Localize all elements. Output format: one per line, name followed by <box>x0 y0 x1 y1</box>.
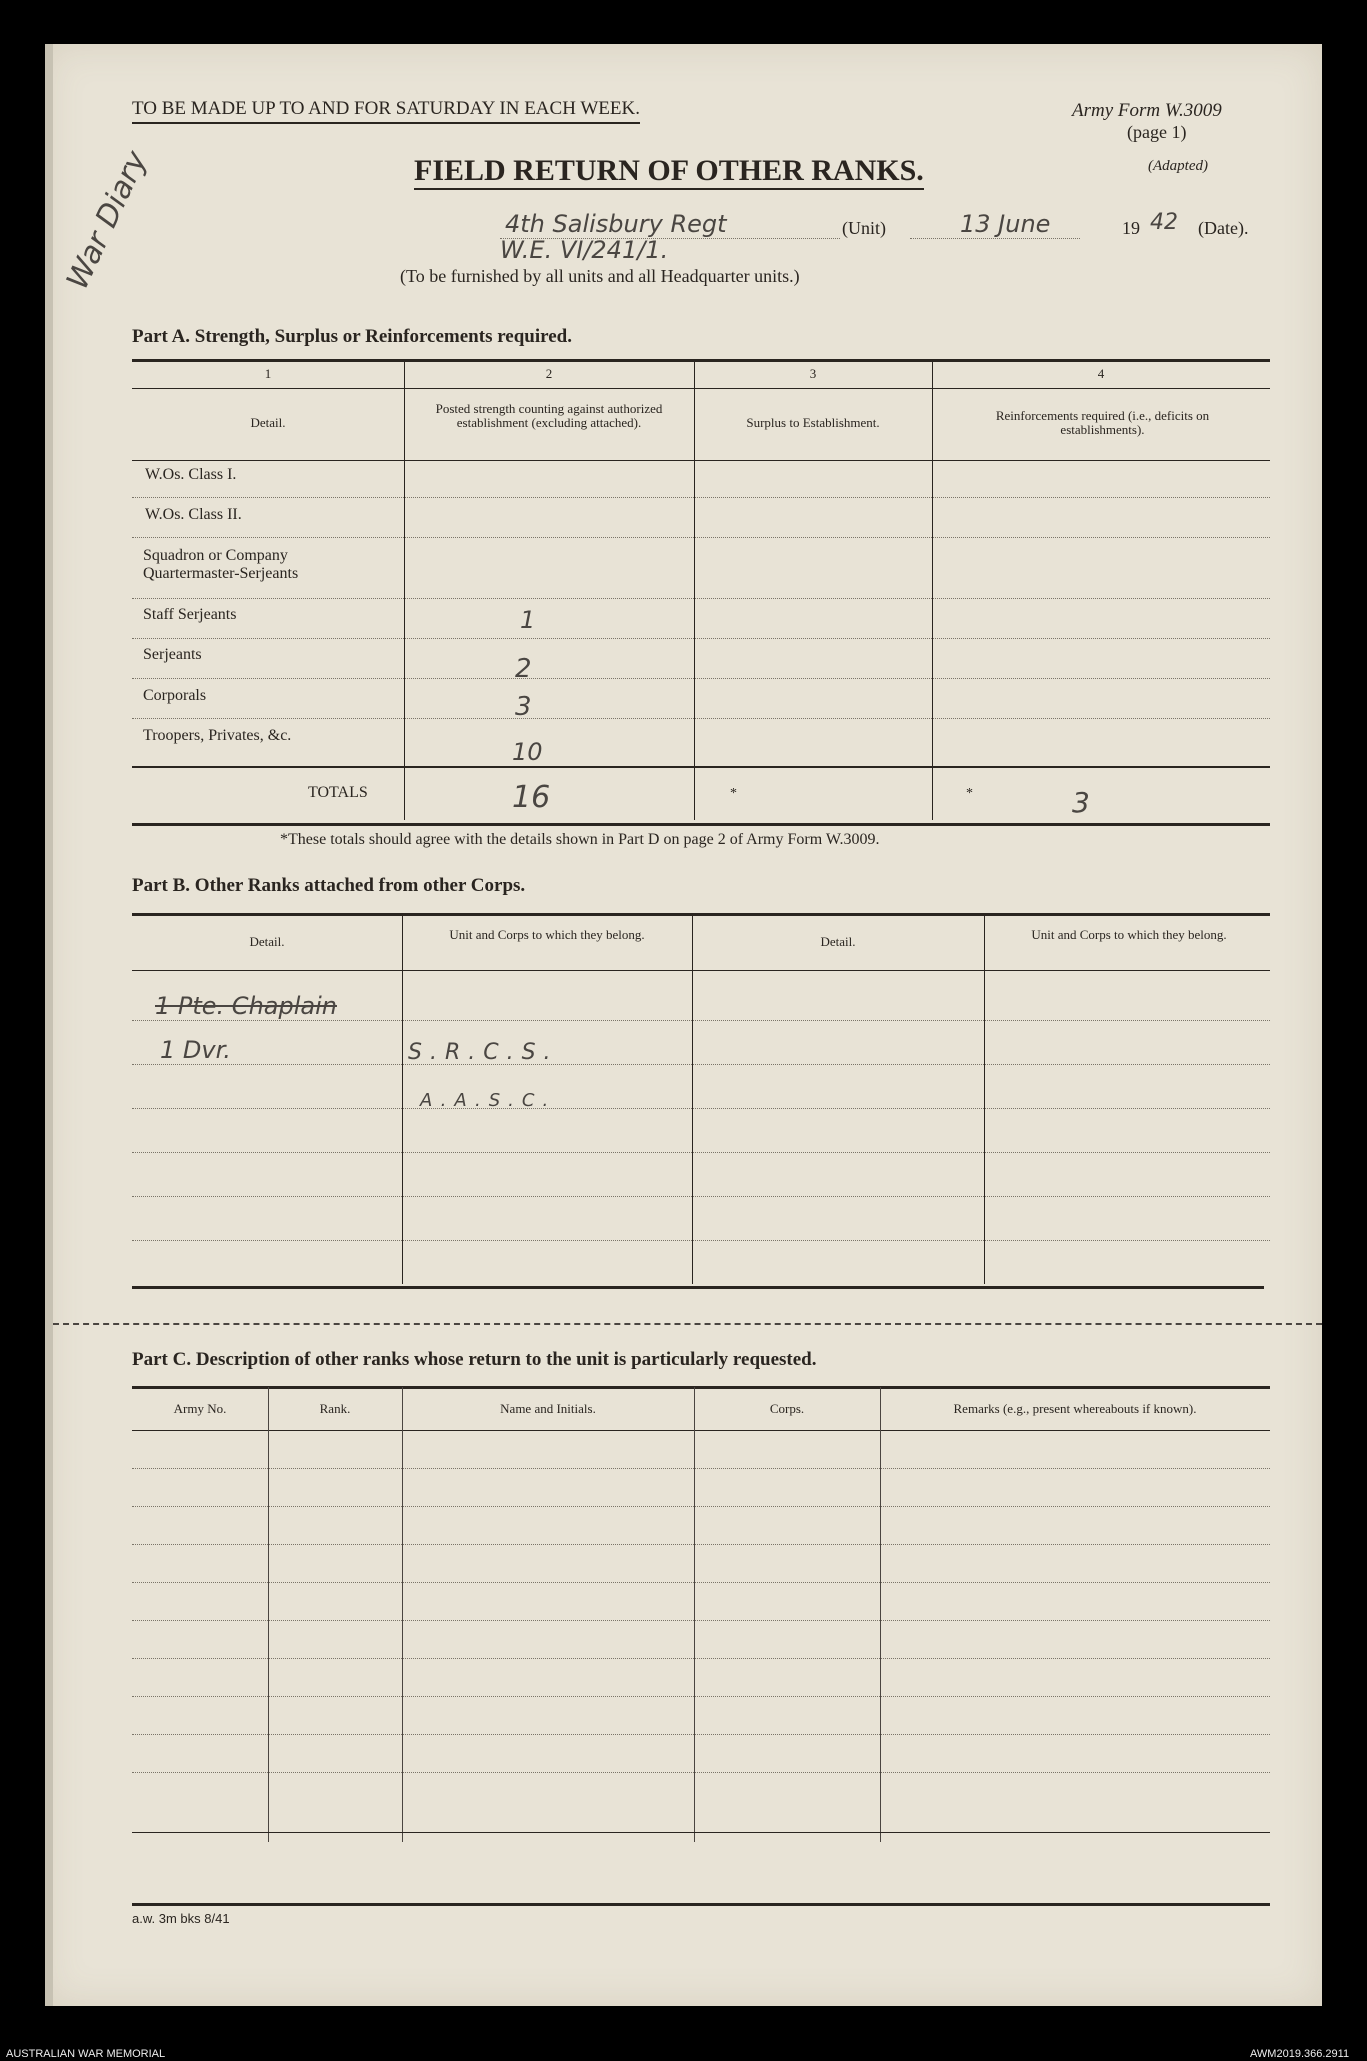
part-b-hand-row2: 1 Dvr. <box>160 1036 231 1064</box>
part-a-totals-star-surplus: * <box>730 786 737 801</box>
part-b-title: Part B. Other Ranks attached from other Corps. <box>132 875 526 896</box>
part-c-header-army-no: Army No. <box>173 1401 227 1416</box>
part-c-header-rank: Rank. <box>319 1401 351 1416</box>
part-c-top-rule <box>132 1386 1270 1389</box>
part-b-col-divider-1 <box>402 914 403 1284</box>
part-b-top-rule <box>132 913 1270 916</box>
part-a-bottom-rule <box>132 823 1270 826</box>
part-c-col-divider-1 <box>268 1387 269 1842</box>
part-b-bottom-rule <box>132 1286 1264 1289</box>
part-a-posted-corporals: 3 <box>515 692 532 722</box>
part-c-bottom-rule <box>132 1903 1270 1906</box>
part-a-col-number-1: 1 <box>264 366 272 381</box>
part-a-number-rule <box>132 388 1270 389</box>
part-b-header-unit-right: Unit and Corps to which they belong. <box>1031 927 1227 942</box>
part-a-title: Part A. Strength, Surplus or Reinforcements required. <box>132 326 572 347</box>
form-adapted: (Adapted) <box>1148 158 1208 174</box>
part-a-header-detail: Detail. <box>250 415 286 430</box>
part-b-col-divider-2 <box>692 914 693 1284</box>
handwritten-unit: 4th Salisbury Regt <box>505 210 727 238</box>
part-a-posted-staff-serjeants: 1 <box>520 606 536 634</box>
part-c-rule <box>132 1544 1270 1545</box>
part-c-rule <box>132 1696 1270 1697</box>
part-a-totals-posted: 16 <box>512 780 551 815</box>
paper-edge <box>45 44 53 2006</box>
row-rule <box>132 598 1270 599</box>
part-c-rule <box>132 1620 1270 1621</box>
part-a-row-serjeants: Serjeants <box>143 646 202 663</box>
part-a-col-number-3: 3 <box>809 366 817 381</box>
part-b-col-divider-3 <box>984 914 985 1284</box>
part-a-header-reinforcements: Reinforcements required (i.e., deficits on establishments). <box>995 408 1210 437</box>
part-a-row-corporals: Corporals <box>143 687 207 704</box>
part-c-col-divider-2 <box>402 1387 403 1842</box>
row-rule <box>132 537 1270 538</box>
part-c-header-rule <box>132 1430 1270 1431</box>
part-b-header-rule <box>132 970 1270 971</box>
part-c-col-divider-4 <box>880 1387 881 1842</box>
part-b-header-detail-right: Detail. <box>820 934 856 949</box>
part-a-posted-serjeants: 2 <box>515 654 532 684</box>
part-c-rule <box>132 1658 1270 1659</box>
part-c-col-divider-3 <box>694 1387 695 1842</box>
furnished-instruction: (To be furnished by all units and all Headquarter units.) <box>400 266 800 286</box>
part-a-row-wo1: W.Os. Class I. <box>145 466 237 483</box>
date-label: (Date). <box>1198 218 1249 238</box>
part-b-rule <box>132 1020 1270 1021</box>
part-b-rule <box>132 1152 1270 1153</box>
part-a-col-number-4: 4 <box>1097 366 1105 381</box>
part-b-rule <box>132 1240 1270 1241</box>
part-a-col-number-2: 2 <box>545 366 553 381</box>
footer-accession: AWM2019.366.2911 <box>1250 2048 1350 2060</box>
row-rule <box>132 638 1270 639</box>
part-c-rule <box>132 1734 1270 1735</box>
part-b-hand-row1-struck: 1 Pte. Chaplain <box>155 992 337 1020</box>
part-c-rule <box>132 1582 1270 1583</box>
part-b-header-unit-left: Unit and Corps to which they belong. <box>449 927 645 942</box>
part-b-hand-unit1: S.R.C.S. <box>408 1040 559 1065</box>
part-c-header-remarks: Remarks (e.g., present whereabouts if known). <box>953 1401 1197 1416</box>
handwritten-reference: W.E. VI/241/1. <box>500 236 669 264</box>
part-a-top-rule <box>132 359 1270 362</box>
part-a-row-cqms: Squadron or Company Quartermaster-Serjeants <box>143 547 299 582</box>
row-rule <box>132 718 1270 719</box>
print-code: a.w. 3m bks 8/41 <box>132 1911 230 1926</box>
date-dotted-line <box>910 238 1080 239</box>
footer-institution: AUSTRALIAN WAR MEMORIAL <box>6 2048 166 2060</box>
row-rule <box>132 497 1270 498</box>
part-a-row-troopers: Troopers, Privates, &c. <box>143 727 292 744</box>
part-c-title: Part C. Description of other ranks whose return to the unit is particularly requested. <box>132 1349 817 1370</box>
part-c-rule <box>132 1506 1270 1507</box>
part-a-note: *These totals should agree with the details shown in Part D on page 2 of Army Form W.3009. <box>280 831 880 848</box>
form-number: Army Form W.3009 <box>1072 100 1222 121</box>
part-a-row-staff-serjeants: Staff Serjeants <box>143 606 237 623</box>
part-a-header-posted: Posted strength counting against authorized establishment (excluding attached). <box>435 401 663 430</box>
part-a-col-divider-1 <box>404 360 405 820</box>
unit-label: (Unit) <box>842 218 886 238</box>
part-a-header-rule <box>132 460 1270 461</box>
form-title: FIELD RETURN OF OTHER RANKS. <box>414 154 924 190</box>
part-c-header-name: Name and Initials. <box>500 1401 596 1416</box>
part-c-rule <box>132 1832 1270 1833</box>
part-b-hand-unit2: A.A.S.C. <box>420 1090 557 1111</box>
part-b-rule <box>132 1064 1270 1065</box>
part-a-totals-reinforcements: 3 <box>1072 786 1090 819</box>
part-a-col-divider-3 <box>932 360 933 820</box>
totals-rule <box>132 766 1270 768</box>
handwritten-year: 42 <box>1150 210 1178 235</box>
made-up-instruction: TO BE MADE UP TO AND FOR SATURDAY IN EACH WEEK. <box>132 98 640 124</box>
part-b-rule <box>132 1196 1270 1197</box>
part-c-rule <box>132 1468 1270 1469</box>
part-a-totals-label: TOTALS <box>308 784 368 801</box>
part-a-row-wo2: W.Os. Class II. <box>145 506 242 523</box>
year-prefix: 19 <box>1122 218 1140 238</box>
part-b-header-detail-left: Detail. <box>249 934 285 949</box>
form-page: (page 1) <box>1127 122 1187 142</box>
part-c-header-corps: Corps. <box>769 1401 805 1416</box>
handwritten-date: 13 June <box>960 210 1051 238</box>
row-rule <box>132 678 1270 679</box>
part-b-rule <box>132 1108 1270 1109</box>
perforation-line <box>53 1323 1322 1325</box>
part-a-totals-star-reinforcements: * <box>966 786 973 801</box>
handwritten-margin-note: War Diary <box>60 145 155 295</box>
part-a-header-surplus: Surplus to Establishment. <box>746 415 880 430</box>
part-a-posted-troopers: 10 <box>512 738 543 766</box>
part-c-rule <box>132 1772 1270 1773</box>
